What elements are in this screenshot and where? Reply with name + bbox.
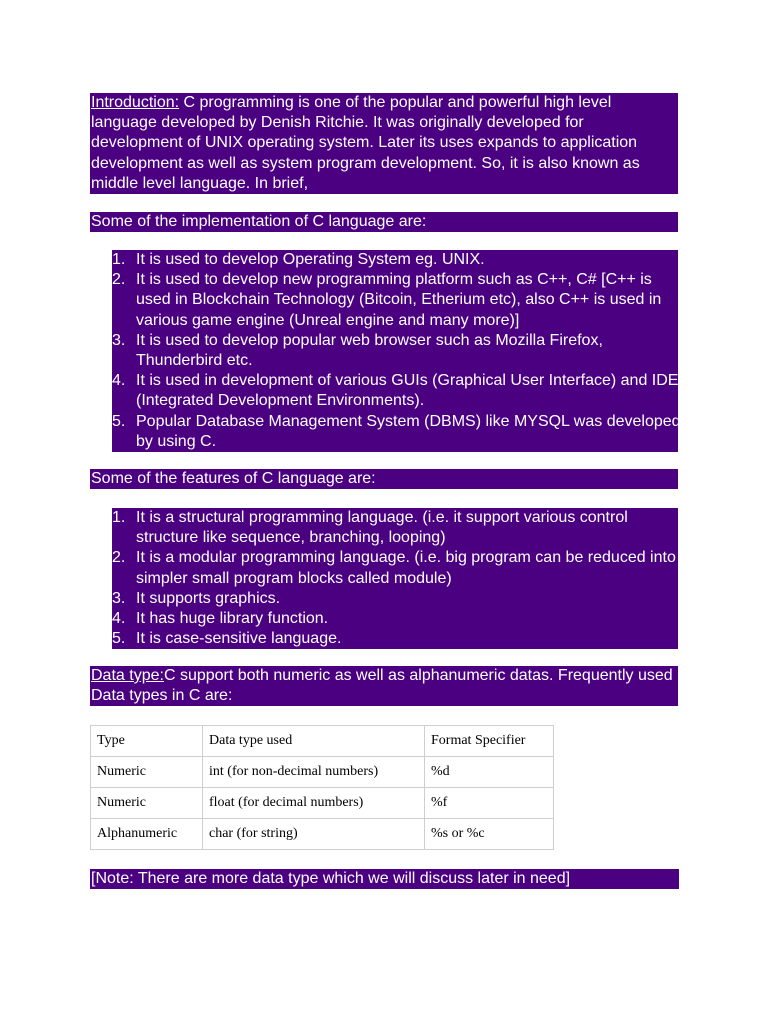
features-heading: Some of the features of C language are: <box>91 470 376 487</box>
list-item: 2. It is used to develop new programming platform such as C++, C# [C++ is used in Blockchain Technology (Bitcoin, Etherium etc), also C++ is used in various game engine (Unreal engine and many more)] <box>112 271 662 329</box>
list-item: 1. It is a structural programming language. (i.e. it support various control structure like sequence, branching, looping) <box>112 509 628 547</box>
list-item: 4. It has huge library function. <box>112 610 329 628</box>
datatype-label: Data type: <box>91 667 164 684</box>
datatype-table <box>90 725 554 850</box>
table-cell: %s or %c <box>425 819 554 850</box>
table-cell: int (for non-decimal numbers) <box>203 757 425 788</box>
table-cell: Numeric <box>91 788 203 819</box>
table-header-cell: Format Specifier <box>425 726 554 757</box>
list-item: 5. Popular Database Management System (DBMS) like MYSQL was developed by using C. <box>112 412 681 450</box>
table-cell: %d <box>425 757 554 788</box>
table-cell: char (for string) <box>203 819 425 850</box>
features-list <box>90 508 690 649</box>
intro-text: C programming is one of the popular and powerful high level language developed by Denish Ritchie. It was originally developed for development of UNIX operating system. Later its uses expands to application development as well as system program development. So, it is also known as middle level language. In brief, <box>91 94 640 192</box>
table-row <box>91 788 554 819</box>
table-row <box>91 819 554 850</box>
table-cell: Numeric <box>91 757 203 788</box>
table-header-cell: Type <box>91 726 203 757</box>
list-item: 1. It is used to develop Operating System eg. UNIX. <box>112 251 485 268</box>
table-cell: Alphanumeric <box>91 819 203 850</box>
list-item: 5. It is case-sensitive language. <box>112 630 342 648</box>
table-row <box>91 757 554 788</box>
note-text: [Note: There are more data type which we will discuss later in need] <box>90 869 679 889</box>
datatype-paragraph <box>91 666 681 706</box>
list-item: 3. It supports graphics. <box>112 589 281 607</box>
list-item: 4. It is used in development of various GUIs (Graphical User Interface) and IDEs (Integrated Development Environments). <box>112 372 687 410</box>
intro-paragraph <box>91 93 677 194</box>
table-cell: %f <box>425 788 554 819</box>
list-item: 2. It is a modular programming language. (i.e. big program can be reduced into simpler small program blocks called module) <box>112 549 676 587</box>
table-header-row <box>91 726 554 757</box>
datatype-text: C support both numeric as well as alphanumeric datas. Frequently used Data types in C are: <box>91 667 673 705</box>
table-cell: float (for decimal numbers) <box>203 788 425 819</box>
list-item: 3. It is used to develop popular web browser such as Mozilla Firefox, Thunderbird etc. <box>112 331 603 370</box>
impl-heading: Some of the implementation of C language are: <box>91 213 427 230</box>
impl-list <box>90 250 690 452</box>
intro-label: Introduction: <box>91 94 180 111</box>
table-header-cell: Data type used <box>203 726 425 757</box>
